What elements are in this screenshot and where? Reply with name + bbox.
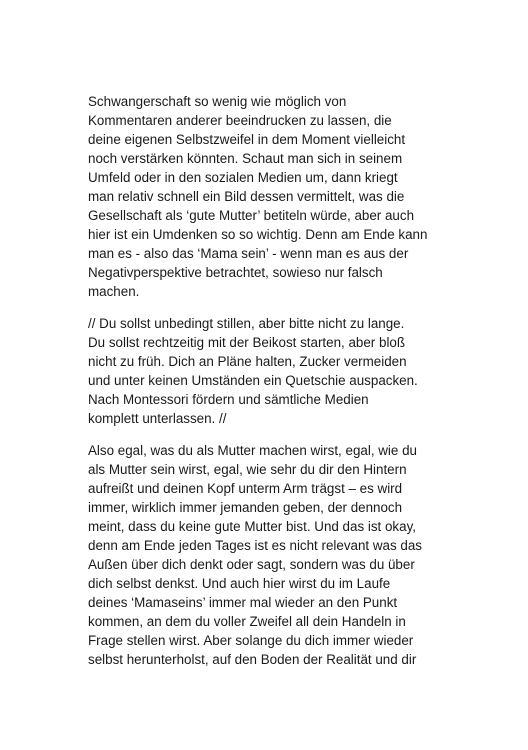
body-paragraph-3: Also egal, was du als Mutter machen wirst, egal, wie du als Mutter sein wirst, egal, wie sehr du dir den Hintern aufreißt und deinen Kopf unterm Arm trägst – es wird immer, wirklich immer jemanden geben, der dennoch meint, dass du keine gute Mutter bist. Und das ist okay, denn am Ende jeden Tages ist es nicht relevant was das Außen über dich denkt oder sagt, sondern was du über dich selbst denkst. Und auch hier wirst du im Laufe deines ‘Mamaseins’ immer mal wieder an den Punkt kommen, an dem du voller Zweifel all dein Handeln in Frage stellen wirst. Aber solange du dich immer wieder selbst herunterholst, auf den Boden der Realität und dir bbox=[88, 443, 422, 667]
body-paragraph-1: Schwangerschaft so wenig wie möglich von Kommentaren anderer beeindrucken zu lassen, die deine eigenen Selbstzweifel in dem Moment vielleicht noch verstärken könnten. Schaut man sich in seinem Umfeld oder in den sozialen Medien um, dann kriegt man relativ schnell ein Bild dessen vermittelt, was die Gesellschaft als ‘gute Mutter’ betiteln würde, aber auch hier ist ein Umdenken so so wichtig. Denn am Ende kann man es - also das ‘Mama sein’ - wenn man es aus der Negativperspektive betrachtet, sowieso nur falsch machen. bbox=[88, 94, 428, 299]
body-paragraph-quote: // Du sollst unbedingt stillen, aber bitte nicht zu lange. Du sollst rechtzeitig mit der Beikost starten, aber bloß nicht zu früh. Dich an Pläne halten, Zucker vermeiden und unter keinen Umständen ein Quetschie auspacken. Nach Montessori fördern und sämtliche Medien komplett unterlassen. // bbox=[88, 316, 418, 426]
